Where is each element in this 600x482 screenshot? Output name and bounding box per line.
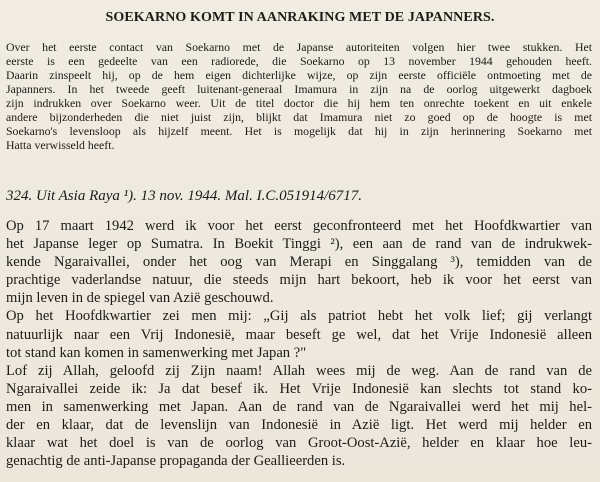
body-line: het Japanse leger op Sumatra. In Boekit Tinggi ²), een aan de rand van de indrukwek-: [6, 236, 592, 253]
body-line: prachtige vaderlandse natuur, die steeds mijn hart bekoort, heb ik voor het eerst van: [6, 272, 592, 289]
intro-line: zijn indrukken over Soekarno weer. Uit de titel doctor die hij hem ten onrechte toekent en uit enkele: [6, 96, 592, 110]
intro-line: andere bijzonderheden die niet juist zijn, blijkt dat Imamura niet zo goed op de hoogte is met: [6, 110, 592, 124]
body-line: men in samenwerking met Japan. Aan de rand van de Ngaraivallei werd het mij hel-: [6, 398, 592, 415]
body-line: genachtig de anti-Japanse propaganda der Geallieerden is.: [6, 453, 346, 470]
document-reference-header: 324. Uit Asia Raya ¹). 13 nov. 1944. Mal. I.C.051914/6717.: [6, 188, 363, 204]
body-line: kende Ngaraivallei, onder het oog van Merapi en Singgalang ³), temidden van de: [6, 254, 592, 271]
intro-line: Over het eerste contact van Soekarno met de Japanse autoriteiten volgen hier twee stukken. Het: [6, 40, 592, 54]
body-line: Ngaraivallei zeide ik: Ja dat besef ik. Het Vrije Indonesië kan slechts tot stand ko-: [6, 380, 592, 397]
intro-line: eerste is een gedeelte van een radiorede, die Soekarno op 13 november 1944 gehouden heeft.: [6, 54, 592, 68]
speech-text: [6, 217, 592, 470]
chapter-heading: SOEKARNO KOMT IN AANRAKING MET DE JAPANNERS.: [105, 10, 495, 25]
body-line: Op het Hoofdkwartier zei men mij: „Gij als patriot hebt het volk lief; gij verlangt: [6, 308, 592, 325]
body-line: mijn leven in de spiegel van Azië geschouwd.: [6, 290, 274, 307]
body-line: tot stand kan komen in samenwerking met Japan ?": [6, 344, 307, 361]
body-line: klaar wat het doel is van de oorlog van Groot-Oost-Azië, helder en klaar hoe leu-: [6, 435, 592, 452]
intro-line: Japanners. In het tweede geeft luitenant-generaal Imamura in zijn na de oorlog uitgewerkt dagboek: [6, 82, 592, 96]
intro-line: Soekarno's levensloop als hijzelf meent. Het is mogelijk dat hij in zijn herinnering Soekarno met: [6, 124, 592, 138]
body-line: Lof zij Allah, geloofd zij Zijn naam! Allah wees mij de weg. Aan de rand van de: [6, 362, 592, 379]
intro-line: Daarin zinspeelt hij, op de hem eigen dichterlijke wijze, op zijn eerste officiële ontmoeting met de: [6, 68, 592, 82]
body-line: natuurlijk naar een Vrij Indonesië, maar beseft ge wel, dat het Vrije Indonesië alleen: [6, 326, 592, 343]
intro-line: Hatta verwisseld heeft.: [6, 138, 115, 152]
intro-paragraph: [6, 40, 592, 152]
body-line: Op 17 maart 1942 werd ik voor het eerst geconfronteerd met het Hoofdkwartier van: [6, 218, 592, 234]
body-line: der en klaar, dat de levenslijn van Indonesië in Azië ligt. Het werd mij helder en: [6, 417, 592, 434]
